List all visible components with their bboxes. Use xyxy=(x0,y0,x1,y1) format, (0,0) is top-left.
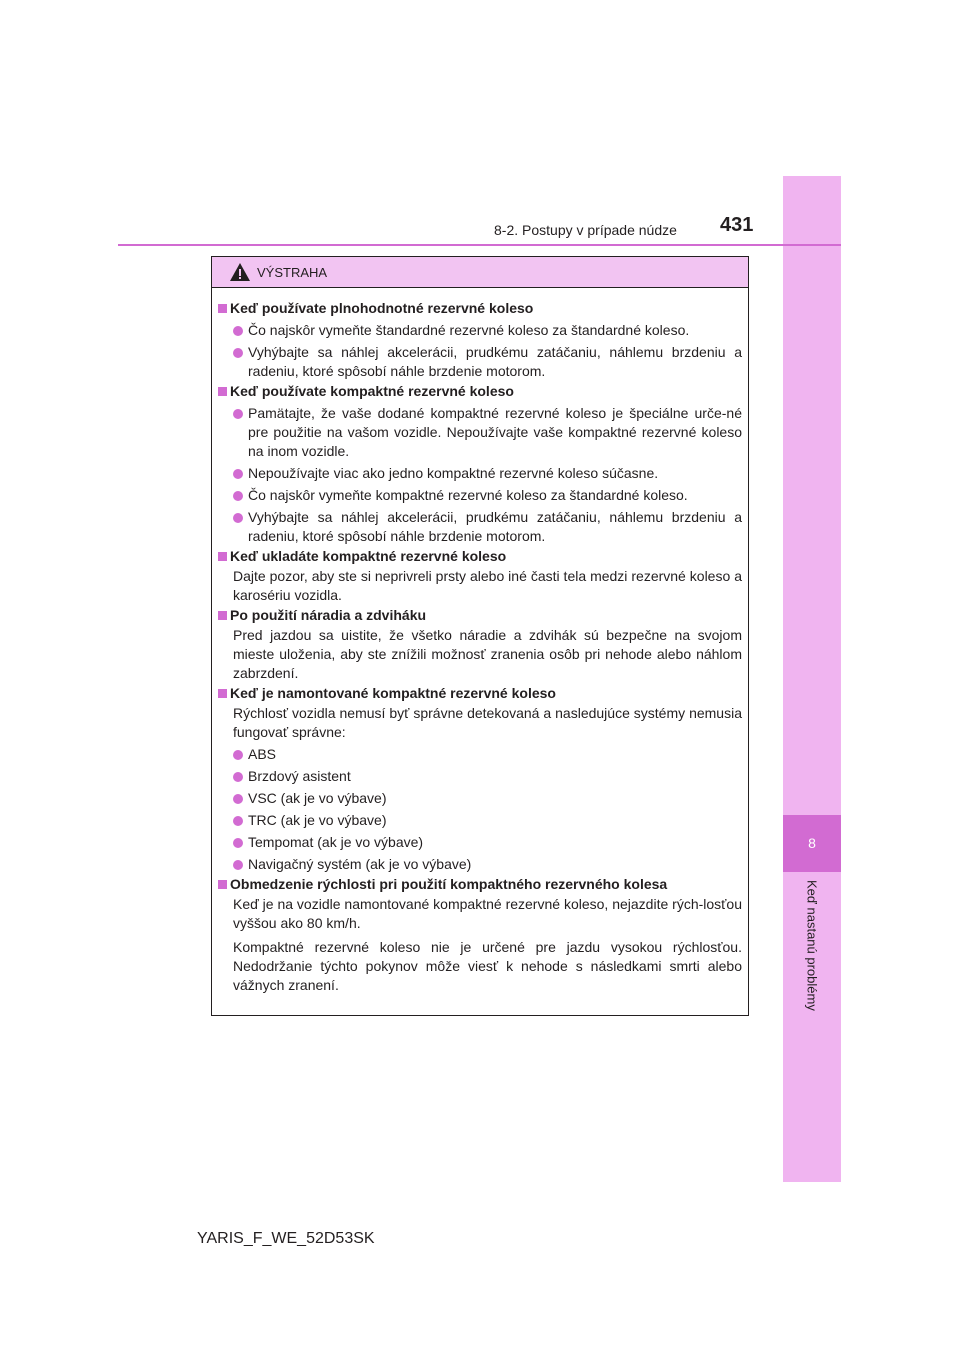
list-item: TRC (ak je vo výbave) xyxy=(218,811,742,830)
chapter-side-tab xyxy=(783,176,841,1182)
list-item: Brzdový asistent xyxy=(218,767,742,786)
square-bullet-icon xyxy=(218,304,227,313)
warning-triangle-icon xyxy=(229,262,251,282)
list-item: Navigačný systém (ak je vo výbave) xyxy=(218,855,742,874)
warning-header xyxy=(212,257,748,288)
round-bullet-icon xyxy=(233,794,243,804)
list-item: Vyhýbajte sa náhlej akcelerácii, prudkému zatáčaniu, náhlemu brzdeniu a radeniu, ktoré spôsobí náhle brzdenie motorom. xyxy=(218,508,742,546)
round-bullet-icon xyxy=(233,326,243,336)
chapter-title: Keď nastanú problémy xyxy=(804,880,820,1011)
section-heading: Keď je namontované kompaktné rezervné koleso xyxy=(218,684,742,703)
paragraph: Kompaktné rezervné koleso nie je určené pre jazdu vysokou rýchlosťou. Nedodržanie týchto pokynov môže viesť k nehode s následkami smrti alebo vážnych zranení. xyxy=(233,939,742,993)
chapter-number: 8 xyxy=(783,815,841,872)
section-heading: Keď používate kompaktné rezervné koleso xyxy=(218,382,742,401)
round-bullet-icon xyxy=(233,838,243,848)
list-item: ABS xyxy=(218,745,742,764)
section-heading: Keď používate plnohodnotné rezervné koleso xyxy=(218,299,742,318)
list-item: Nepoužívajte viac ako jedno kompaktné rezervné koleso súčasne. xyxy=(218,464,742,483)
section-title: 8-2. Postupy v prípade núdze xyxy=(494,222,677,238)
round-bullet-icon xyxy=(233,348,243,358)
section-heading: Keď ukladáte kompaktné rezervné koleso xyxy=(218,547,742,566)
round-bullet-icon xyxy=(233,750,243,760)
paragraph: Pred jazdou sa uistite, že všetko náradie a zdvihák sú bezpečne na svojom mieste uloženia, aby ste znížili možnosť zranenia osôb pri nehode alebo náhlom zabrzdení. xyxy=(233,627,742,681)
page-number: 431 xyxy=(720,214,754,236)
header-rule xyxy=(118,244,841,246)
section-heading: Po použití náradia a zdviháku xyxy=(218,606,742,625)
list-item: Čo najskôr vymeňte štandardné rezervné koleso za štandardné koleso. xyxy=(218,321,742,340)
warning-title: VÝSTRAHA xyxy=(257,264,328,280)
list-item: Tempomat (ak je vo výbave) xyxy=(218,833,742,852)
round-bullet-icon xyxy=(233,772,243,782)
paragraph: Keď je na vozidle namontované kompaktné rezervné koleso, nejazdite rých-losťou vyššou ako 80 km/h. xyxy=(233,896,742,931)
paragraph: Dajte pozor, aby ste si neprivreli prsty alebo iné časti tela medzi rezervné koleso a karosériu vozidla. xyxy=(233,568,742,603)
round-bullet-icon xyxy=(233,860,243,870)
round-bullet-icon xyxy=(233,409,243,419)
square-bullet-icon xyxy=(218,880,227,889)
square-bullet-icon xyxy=(218,689,227,698)
round-bullet-icon xyxy=(233,816,243,826)
round-bullet-icon xyxy=(233,513,243,523)
list-item: Vyhýbajte sa náhlej akcelerácii, prudkému zatáčaniu, náhlemu brzdeniu a radeniu, ktoré spôsobí náhle brzdenie motorom. xyxy=(218,343,742,381)
section-heading: Obmedzenie rýchlosti pri použití kompaktného rezervného kolesa xyxy=(218,875,742,894)
list-item: VSC (ak je vo výbave) xyxy=(218,789,742,808)
warning-body xyxy=(212,288,748,995)
list-item: Čo najskôr vymeňte kompaktné rezervné koleso za štandardné koleso. xyxy=(218,486,742,505)
square-bullet-icon xyxy=(218,552,227,561)
list-item: Pamätajte, že vaše dodané kompaktné rezervné koleso je špeciálne urče-né pre použitie na vašom vozidle. Nepoužívajte vaše kompaktné rezervné koleso na inom vozidle. xyxy=(218,404,742,461)
paragraph: Rýchlosť vozidla nemusí byť správne detekovaná a nasledujúce systémy nemusia fungovať správne: xyxy=(233,705,742,740)
round-bullet-icon xyxy=(233,469,243,479)
square-bullet-icon xyxy=(218,387,227,396)
square-bullet-icon xyxy=(218,611,227,620)
warning-box xyxy=(211,256,749,1016)
footer-code: YARIS_F_WE_52D53SK xyxy=(197,1230,375,1247)
round-bullet-icon xyxy=(233,491,243,501)
